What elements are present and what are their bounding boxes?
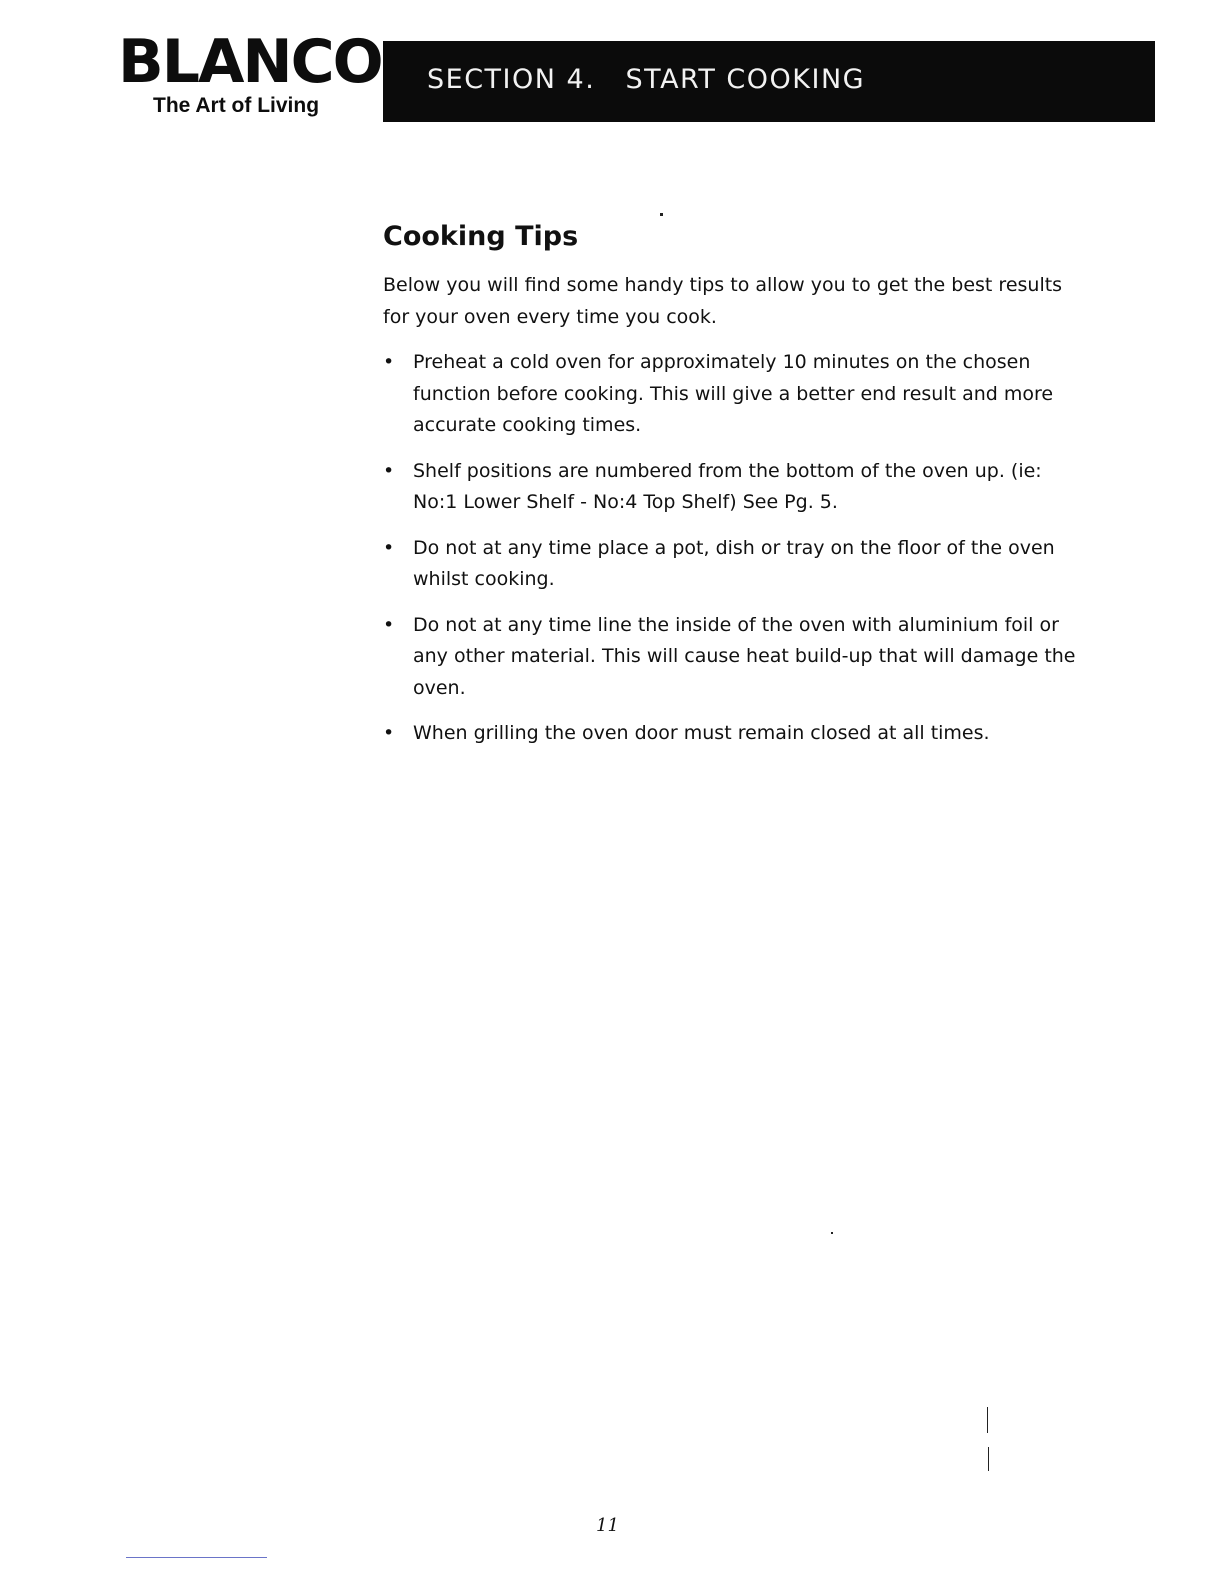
section-title: SECTION 4. START COOKING (427, 64, 866, 95)
cooking-tips-content (383, 217, 1083, 764)
bullet-icon: • (383, 459, 395, 482)
blanco-logo (118, 27, 382, 118)
tip-item-no-foil (383, 610, 1083, 705)
bullet-icon: • (383, 351, 395, 373)
intro-paragraph: Below you will find some handy tips to allow you to get the best results for your oven every time you cook. (383, 274, 1063, 328)
tip-item-grilling (383, 718, 1083, 750)
scan-speck (987, 1407, 988, 1433)
tip-text: Preheat a cold oven for approximately 10 minutes on the chosen function before cooking. This will give a better end result and more accurate cooking times. (413, 351, 1054, 436)
tip-text: Do not at any time place a pot, dish or tray on the floor of the oven whilst cooking. (413, 536, 1055, 590)
tips-list (383, 347, 1083, 750)
bullet-icon: • (383, 613, 395, 636)
bullet-icon: • (383, 722, 395, 744)
tip-item-shelf-positions (383, 456, 1083, 519)
scan-speck (988, 1447, 989, 1471)
logo-wordmark: BLANCO (118, 27, 382, 97)
page-number: 11 (596, 1515, 619, 1536)
section-header-bar (383, 41, 1155, 122)
bullet-icon: • (383, 536, 395, 559)
scan-speck (831, 1232, 833, 1234)
tip-item-oven-floor (383, 533, 1083, 596)
page-heading: Cooking Tips (383, 221, 579, 252)
tip-text: Do not at any time line the inside of the oven with aluminium foil or any other material. This will cause heat build-up that will damage the oven. (413, 613, 1076, 699)
tip-item-preheat (383, 347, 1083, 442)
tip-text: When grilling the oven door must remain closed at all times. (413, 722, 990, 744)
tip-text: Shelf positions are numbered from the bottom of the oven up. (ie: No:1 Lower Shelf - No:4 Top Shelf) See Pg. 5. (413, 459, 1042, 513)
logo-tagline: The Art of Living (153, 94, 320, 117)
footer-divider (126, 1557, 267, 1558)
scan-speck (660, 213, 663, 216)
